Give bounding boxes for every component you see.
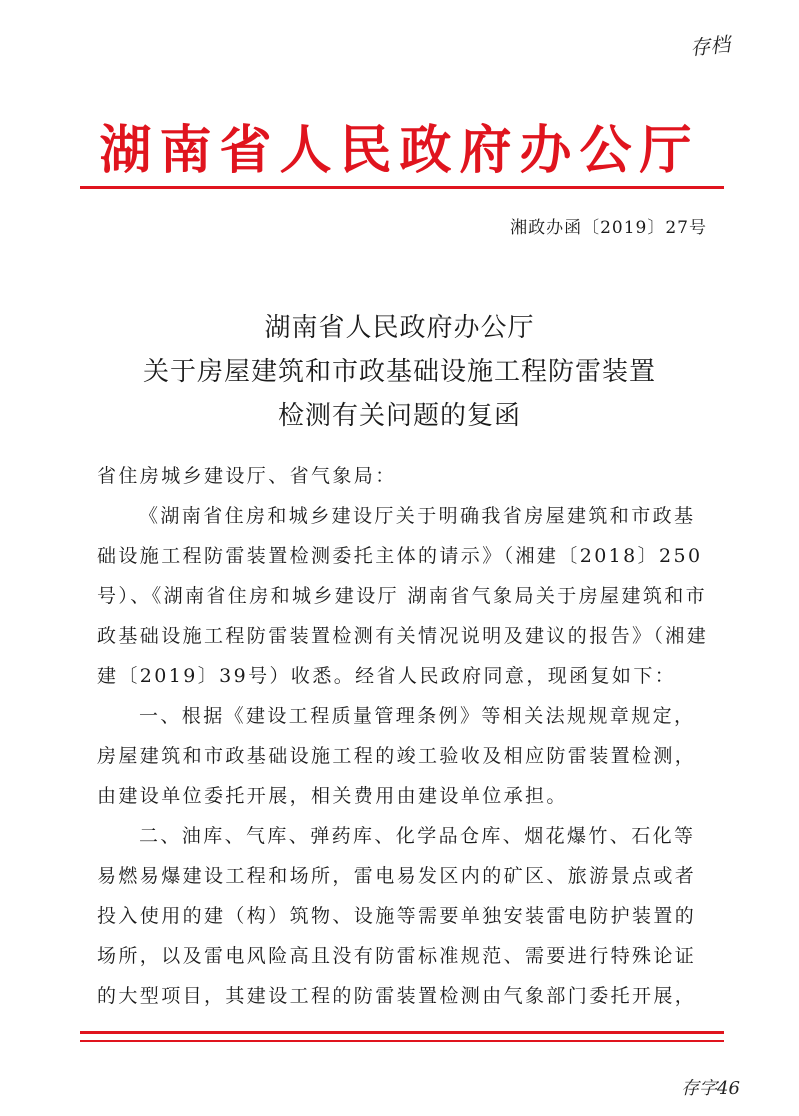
document-title: [0, 306, 799, 438]
body-line: 投入使用的建（构）筑物、设施等需要单独安装雷电防护装置的: [97, 905, 697, 927]
body-line: 二、油库、气库、弹药库、化学品仓库、烟花爆竹、石化等: [139, 825, 696, 847]
body-line: 础设施工程防雷装置检测委托主体的请示》（湘建〔2018〕250: [97, 545, 703, 567]
body-line: 号）、《湖南省住房和城乡建设厅 湖南省气象局关于房屋建筑和市: [97, 585, 708, 607]
masthead-red-rule: [80, 186, 724, 189]
body-line: 一、根据《建设工程质量管理条例》等相关法规规章规定，: [139, 705, 696, 727]
handwritten-note: 存档: [689, 31, 732, 61]
document-number: 湘政办函〔2019〕27号: [510, 218, 707, 238]
masthead-title: 湖南省人民政府办公厅: [99, 121, 700, 181]
body-line: 易燃易爆建设工程和场所，雷电易发区内的矿区、旅游景点或者: [97, 865, 697, 887]
body-line: 场所，以及雷电风险高且没有防雷标准规范、需要进行特殊论证: [97, 945, 697, 967]
footer-red-rule: [80, 1031, 724, 1034]
body-line: 的大型项目，其建设工程的防雷装置检测由气象部门委托开展，: [97, 985, 697, 1007]
title-line: 关于房屋建筑和市政基础设施工程防雷装置: [142, 357, 656, 387]
title-line: 湖南省人民政府办公厅: [264, 313, 535, 343]
addressee: 省住房城乡建设厅、省气象局：: [97, 465, 397, 487]
body-line: 由建设单位委托开展，相关费用由建设单位承担。: [97, 785, 568, 807]
handwritten-page-mark: 存字46: [681, 1078, 740, 1099]
footer-red-rule-thin: [80, 1040, 724, 1042]
body-line: 《湖南省住房和城乡建设厅关于明确我省房屋建筑和市政基: [139, 505, 696, 527]
body-line: 建〔2019〕39号）收悉。经省人民政府同意，现函复如下：: [97, 665, 677, 687]
document-body: [97, 456, 709, 1016]
body-line: 房屋建筑和市政基础设施工程的竣工验收及相应防雷装置检测，: [97, 745, 697, 767]
title-line: 检测有关问题的复函: [277, 401, 521, 431]
body-line: 政基础设施工程防雷装置检测有关情况说明及建议的报告》（湘建: [97, 625, 709, 647]
